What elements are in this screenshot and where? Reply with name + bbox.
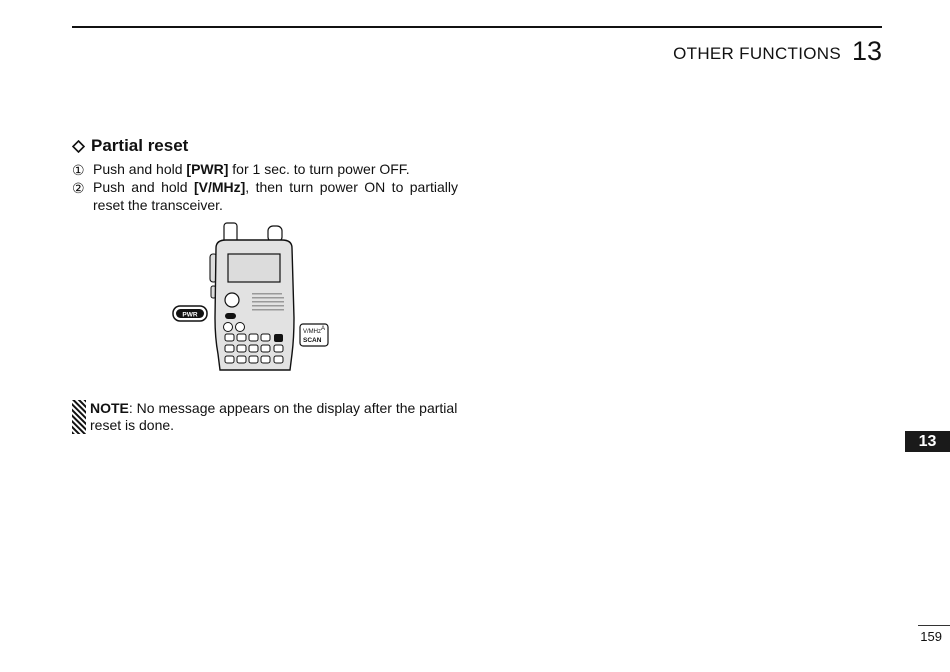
diamond-icon bbox=[72, 140, 85, 153]
step-number: ② bbox=[72, 180, 85, 196]
chapter-tab: 13 bbox=[905, 431, 950, 452]
step-text-post: , then turn power ON to partially reset the transceiver. bbox=[93, 179, 459, 213]
header-title: OTHER FUNCTIONS bbox=[673, 44, 841, 63]
key-label: [V/MHz] bbox=[193, 179, 246, 195]
transceiver-illustration bbox=[170, 220, 340, 376]
step-text-pre: Push and hold bbox=[93, 161, 187, 177]
dial bbox=[225, 293, 239, 307]
pwr-label: PWR bbox=[182, 311, 198, 319]
note-text bbox=[90, 400, 462, 434]
note-icon bbox=[72, 400, 86, 434]
step-1 bbox=[72, 160, 458, 178]
section-title: Partial reset bbox=[91, 136, 189, 155]
key-label: [PWR] bbox=[186, 161, 229, 177]
chapter-number: 13 bbox=[851, 36, 882, 66]
lcd-display bbox=[228, 254, 280, 282]
page-number: 159 bbox=[920, 629, 942, 644]
step-text-post: for 1 sec. to turn power OFF. bbox=[228, 161, 410, 177]
page-rule bbox=[918, 625, 950, 626]
step-text bbox=[93, 160, 458, 178]
note bbox=[72, 400, 462, 434]
note-label: NOTE bbox=[90, 400, 129, 416]
step-number: ① bbox=[72, 162, 85, 178]
section-heading bbox=[72, 136, 188, 156]
scan-label: SCAN bbox=[303, 337, 322, 344]
top-rule bbox=[72, 26, 882, 28]
step-text bbox=[93, 178, 458, 214]
vmhz-label: V/MHz bbox=[303, 329, 321, 335]
step-2 bbox=[72, 178, 458, 214]
note-body: : No message appears on the display after the partial reset is done. bbox=[90, 400, 458, 433]
vmhz-key bbox=[274, 334, 283, 342]
round-key bbox=[236, 323, 245, 332]
step-text-pre: Push and hold bbox=[93, 179, 194, 195]
vmhz-sup: A bbox=[321, 326, 326, 332]
pwr-key bbox=[225, 313, 236, 319]
round-key bbox=[224, 323, 233, 332]
